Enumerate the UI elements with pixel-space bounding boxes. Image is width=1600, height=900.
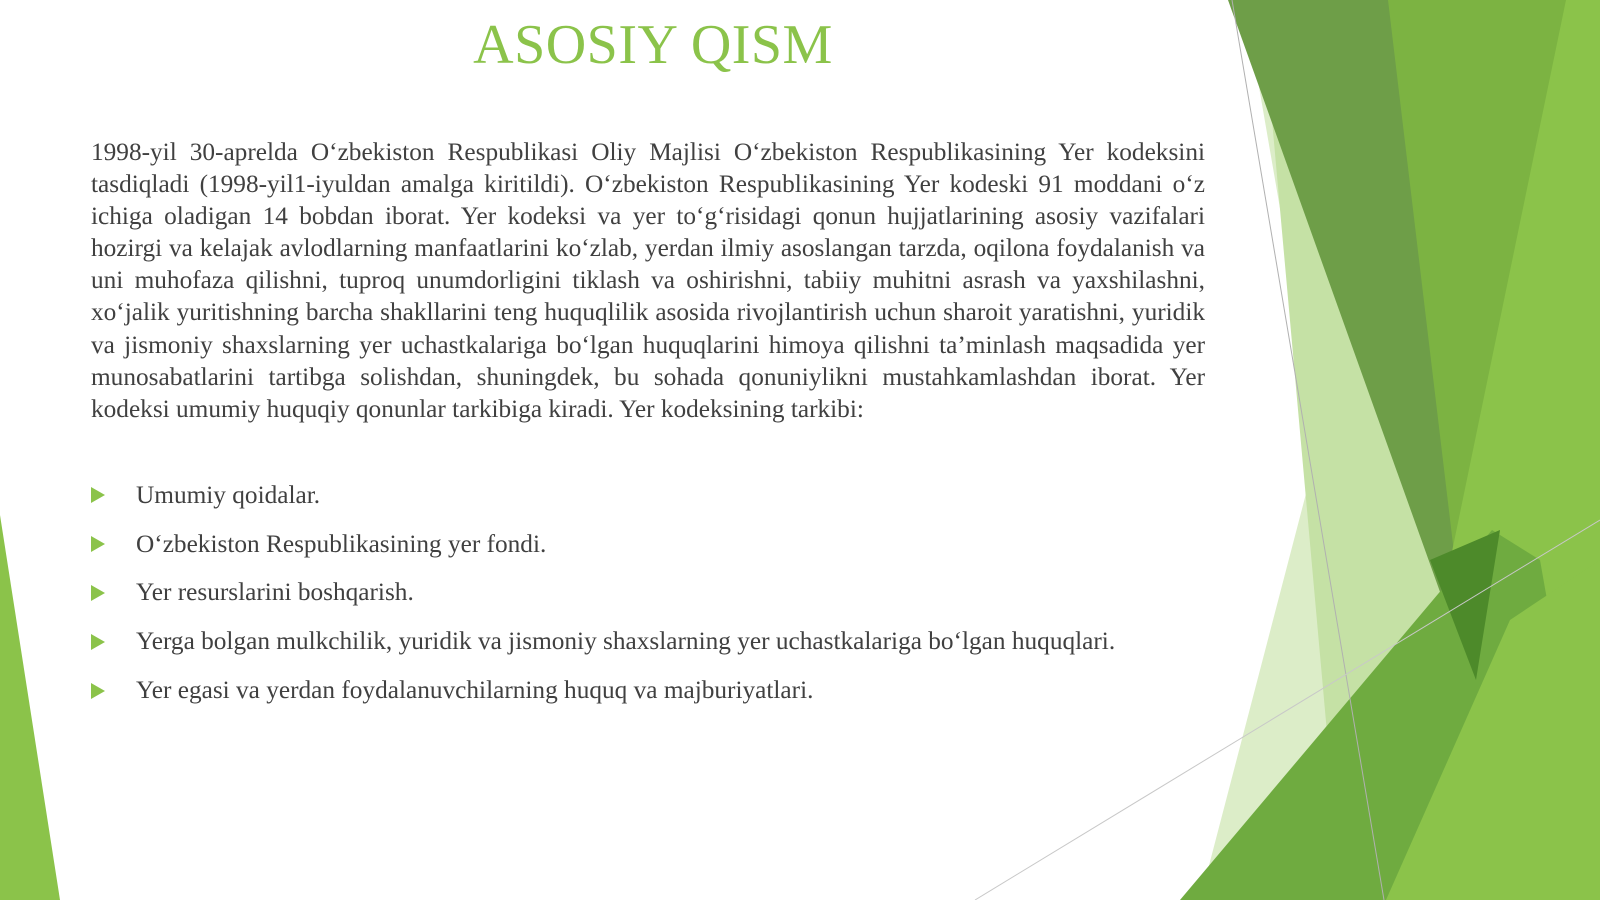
bullet-item — [91, 520, 1241, 569]
bullet-item — [91, 666, 1241, 715]
bullet-list — [91, 471, 1241, 715]
bullet-text: Yer egasi va yerdan foydalanuvchilarning huquq va majburiyatlari. — [136, 676, 814, 705]
triangle-right-icon — [91, 683, 105, 699]
triangle-right-icon — [91, 634, 105, 650]
bullet-text: Yerga bolgan mulkchilik, yuridik va jismoniy shaxslarning yer uchastkalariga bo‘lgan huquqlari. — [136, 627, 1116, 656]
bullet-text: Umumiy qoidalar. — [136, 480, 321, 509]
body-paragraph: 1998-yil 30-aprelda O‘zbekiston Respublikasi Oliy Majlisi O‘zbekiston Respublikasining Yer kodeksini tasdiqladi (1998-yil1-iyuldan amalga kiritildi). O‘zbekiston Respublikasining Yer kodeski 91 moddani o‘z ichiga oladigan 14 bobdan iborat. Yer kodeksi va yer to‘g‘risidagi qonun hujjatlarining asosiy vazifalari hozirgi va kelajak avlodlarning manfaatlarini ko‘zlab, yerdan ilmiy asoslangan tarzda, oqilona foydalanish va uni muhofaza qilishni, tuproq unumdorligini tiklash va oshirishni, tabiiy muhitni asrash va yaxshilashni, xo‘jalik yuritishning barcha shakllarini teng huquqlilik asosida rivojlantirish uchun sharoit yaratishni, yuridik va jismoniy shaxslarning yer uchastkalariga bo‘lgan huquqlarini himoya qilishni ta’minlash maqsadida yer munosabatlarini tartibga solishdan, shuningdek, bu sohada qonuniylikni mustahkamlashdan iborat. Yer kodeksi umumiy huquqiy qonunlar tarkibiga kiradi. Yer kodeksining tarkibi: — [91, 138, 1205, 423]
bullet-item — [91, 471, 1241, 520]
bullet-text: O‘zbekiston Respublikasining yer fondi. — [136, 529, 547, 558]
bullet-text: Yer resurslarini boshqarish. — [136, 578, 414, 607]
deco-left-shape — [0, 515, 60, 900]
slide-title: ASOSIY QISM — [473, 14, 833, 76]
triangle-right-icon — [91, 487, 105, 503]
bullet-item — [91, 617, 1241, 666]
triangle-right-icon — [91, 536, 105, 552]
bullet-item — [91, 569, 1241, 618]
triangle-right-icon — [91, 585, 105, 601]
